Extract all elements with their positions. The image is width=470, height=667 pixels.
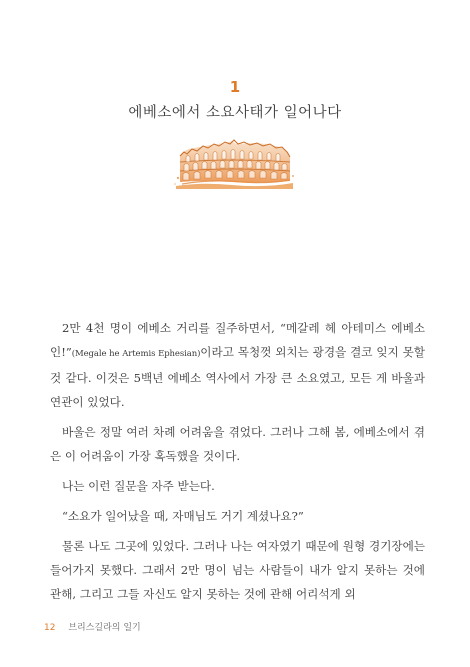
paragraph-1 (50, 316, 425, 414)
paragraph-3: 나는 이런 질문을 자주 받는다. (62, 479, 215, 493)
page-footer (44, 620, 141, 633)
paragraph-1-text-a: 2만 4천 명이 에베소 거리를 질주하면서, “메갈레 헤 아테미스 에베소인!” (50, 321, 425, 359)
colosseum-watercolor-icon (172, 132, 297, 190)
book-title: 브리스길라의 일기 (68, 623, 141, 633)
chapter-number: 1 (229, 78, 241, 96)
latin-phrase: (Megale he Artemis Ephesian) (71, 349, 201, 359)
paragraph-1-text-b: 이라고 목청껏 외치는 광경을 결코 잊지 못할 것 같다. 이것은 5백년 에베소 역사에서 가장 큰 소요였고, 모든 게 바울과 연관이 있었다. (50, 345, 425, 409)
paragraph-5: 물론 나도 그곳에 있었다. 그러나 나는 여자였기 때문에 원형 경기장에는 들어가지 못했다. 그래서 2만 명이 넘는 사람들이 내가 알지 못하는 것에 관해, 그리고 그들 자신도 알지 못하는 것에 관해 어리석게 외 (50, 539, 425, 601)
page-number: 12 (44, 623, 56, 633)
chapter-title: 에베소에서 소요사태가 일어나다 (128, 105, 342, 121)
paragraph-2: 바울은 정말 여러 차례 어려움을 겪었다. 그러나 그해 봄, 에베소에서 겪은 이 어려움이 가장 혹독했을 것이다. (50, 425, 425, 463)
body-text (50, 316, 425, 612)
paragraph-4: “소요가 일어났을 때, 자매님도 거기 계셨나요?” (62, 509, 304, 523)
